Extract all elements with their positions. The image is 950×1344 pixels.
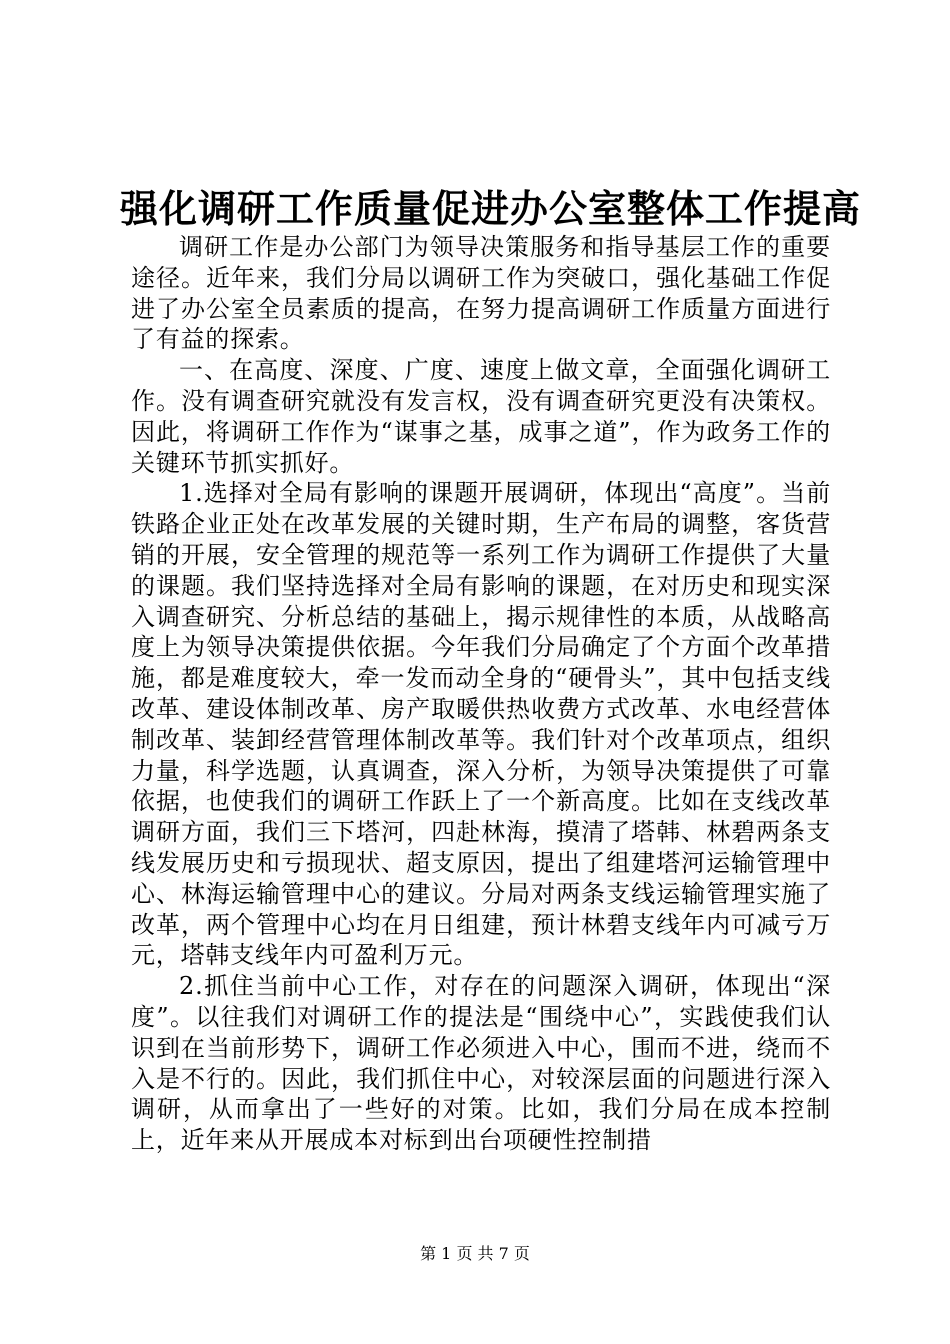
page-footer: 第 1 页 共 7 页	[420, 1244, 530, 1263]
paragraph-intro: 调研工作是办公部门为领导决策服务和指导基层工作的重要途径。近年来，我们分局以调研工作为突破口，强化基础工作促进了办公室全员素质的提高，在努力提高调研工作质量方面进行了有益的探索。	[131, 233, 831, 354]
paragraph-point-one: 1.选择对全局有影响的课题开展调研，体现出“高度”。当前铁路企业正处在改革发展的关键时期，生产布局的调整，客货营销的开展，安全管理的规范等一系列工作为调研工作提供了大量的课题。我们坚持选择对全局有影响的课题，在对历史和现实深入调查研究、分析总结的基础上，揭示规律性的本质，从战略高度上为领导决策提供依据。今年我们分局确定了个方面个改革措施，都是难度较大，牵一发而动全身的“硬骨头”，其中包括支线改革、建设体制改革、房产取暖供热收费方式改革、水电经营体制改革、装卸经营管理体制改革等。我们针对个改革项点，组织力量，科学选题，认真调查，深入分析，为领导决策提供了可靠依据，也使我们的调研工作跃上了一个新高度。比如在支线改革调研方面，我们三下塔河，四赴林海，摸清了塔韩、林碧两条支线发展历史和亏损现状、超支原因，提出了组建塔河运输管理中心、林海运输管理中心的建议。分局对两条支线运输管理实施了改革，两个管理中心均在月日组建，预计林碧支线年内可减亏万元，塔韩支线年内可盈利万元。	[131, 479, 831, 970]
paragraph-point-two: 2.抓住当前中心工作，对存在的问题深入调研，体现出“深度”。以往我们对调研工作的提法是“围绕中心”，实践使我们认识到在当前形势下，调研工作必须进入中心，围而不进，绕而不入是不行的。因此，我们抓住中心，对较深层面的问题进行深入调研，从而拿出了一些好的对策。比如，我们分局在成本控制上，近年来从开展成本对标到出台项硬性控制措	[131, 972, 831, 1155]
paragraph-section-one: 一、在高度、深度、广度、速度上做文章，全面强化调研工作。没有调查研究就没有发言权，没有调查研究更没有决策权。因此，将调研工作作为“谋事之基，成事之道”，作为政务工作的关键环节抓实抓好。	[131, 356, 831, 477]
document-title: 强化调研工作质量促进办公室整体工作提高	[120, 186, 862, 231]
document-body	[131, 232, 831, 1156]
